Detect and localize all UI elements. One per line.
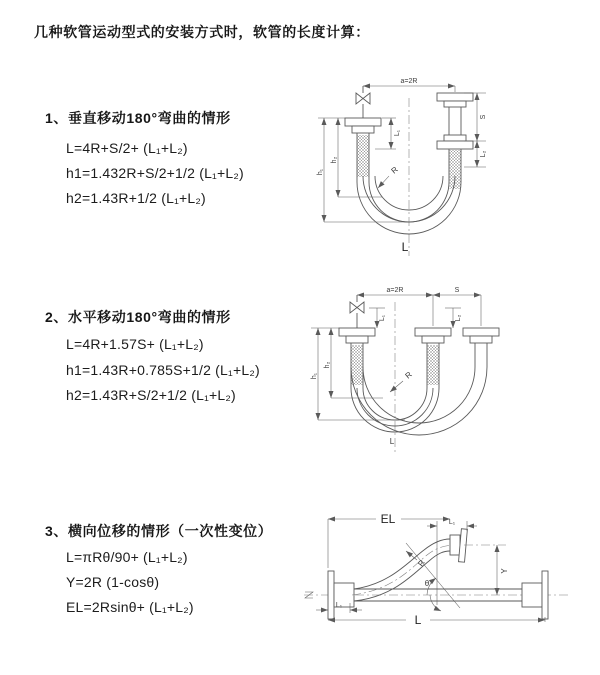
diagram-vertical-180-bend [312, 72, 600, 267]
section-1-formula-l: L=4R+S/2+ (L₁+L₂) [66, 140, 188, 156]
diagram-horizontal-180-bend [305, 280, 600, 465]
dim-label-h2: h₂ [331, 156, 338, 164]
section-3-formula-el: EL=2Rsinθ+ (L₁+L₂) [66, 599, 194, 615]
dimension-a2r [357, 287, 433, 295]
section-2-heading: 2、水平移动180°弯曲的情形 [45, 309, 231, 325]
left-hose [357, 133, 369, 182]
dim-label-a2r: a=2R [400, 78, 418, 85]
radius-label: R [389, 164, 400, 176]
length-label: L [389, 437, 395, 446]
dim-label-l1: L₁ [394, 129, 401, 137]
section-2-formula-h2: h2=1.43R+S/2+1/2 (L₁+L₂) [66, 387, 236, 403]
radius-label: R [416, 558, 427, 569]
angle-label: θ [424, 579, 430, 588]
middle-flange [415, 328, 451, 343]
valve-icon [356, 86, 370, 118]
right-pipe [475, 343, 487, 367]
dim-label-l1: L₁ [379, 314, 386, 322]
right-flange-lower [437, 135, 473, 149]
dim-label-s: S [480, 114, 487, 120]
radius-callout [390, 370, 414, 392]
valve-icon [350, 295, 364, 328]
left-flange [339, 328, 375, 343]
section-2-formula-l: L=4R+1.57S+ (L₁+L₂) [66, 336, 204, 352]
dim-label-el: EL [380, 512, 396, 526]
dim-label-l1-top: L₁ [448, 519, 456, 526]
dim-label-s: S [454, 287, 460, 294]
right-hose [449, 149, 461, 189]
dim-label-h1: h₁ [317, 168, 324, 176]
right-flange-upper [437, 93, 473, 107]
dimension-l2 [445, 308, 462, 328]
radius-label: R [403, 369, 414, 381]
right-flange [522, 571, 548, 619]
section-3-formula-l: L=πRθ/90+ (L₁+L₂) [66, 549, 188, 565]
dim-label-h1: h₁ [311, 372, 318, 380]
dim-label-l2: L₂ [480, 150, 487, 158]
right-flange [463, 328, 499, 343]
radius-callout [378, 165, 400, 188]
document-title: 几种软管运动型式的安装方式时，软管的长度计算： [34, 24, 370, 40]
upper-flange [450, 529, 467, 562]
dimension-el [328, 512, 450, 568]
dim-label-a2r: a=2R [386, 287, 404, 294]
length-label: L [414, 613, 422, 627]
dim-label-l2: L₂ [455, 314, 462, 322]
section-1-formula-h1: h1=1.432R+S/2+1/2 (L₁+L₂) [66, 165, 244, 181]
dim-label-h2: h₂ [324, 361, 331, 369]
radius-callout [406, 551, 427, 568]
middle-hose [427, 343, 439, 388]
left-flange [345, 118, 381, 133]
diagram-lateral-displacement [300, 505, 600, 655]
dimension-l1-bottom [316, 602, 362, 613]
dimension-l1 [369, 308, 386, 328]
dimension-a2r [363, 78, 455, 92]
section-1-heading: 1、垂直移动180°弯曲的情形 [45, 110, 231, 126]
dim-label-y: Y [500, 568, 509, 574]
length-label: L [401, 240, 409, 254]
section-3-formula-y: Y=2R (1-cosθ) [66, 574, 160, 590]
section-3-heading: 3、横向位移的情形（一次性变位） [45, 523, 273, 539]
dimension-l1-top [424, 519, 477, 605]
section-2-formula-h1: h1=1.43R+0.785S+1/2 (L₁+L₂) [66, 362, 260, 378]
dimension-l [328, 613, 545, 627]
section-1-formula-h2: h2=1.43R+1/2 (L₁+L₂) [66, 190, 206, 206]
displaced-hose-s-curve [352, 539, 458, 601]
dimension-y [464, 545, 509, 595]
dim-label-l1-bottom: L₁ [335, 602, 343, 609]
right-pipe [449, 107, 461, 135]
